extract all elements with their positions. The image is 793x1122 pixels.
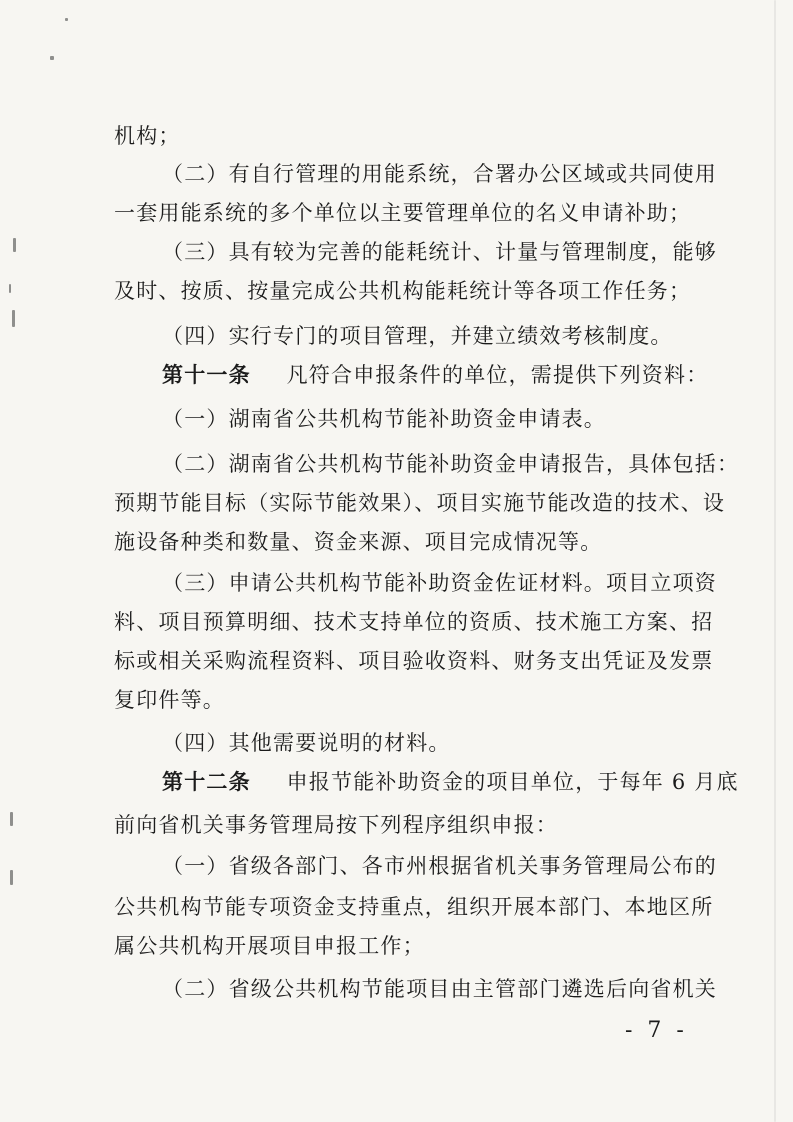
paragraph-line: 及时、按质、按量完成公共机构能耗统计等各项工作任务； — [114, 279, 692, 303]
paragraph-line: 预期节能目标（实际节能效果）、项目实施节能改造的技术、设 — [114, 491, 726, 515]
paragraph-line: 前向省机关事务管理局按下列程序组织申报： — [114, 813, 558, 837]
paragraph-line: 一套用能系统的多个单位以主要管理单位的名义申请补助； — [114, 201, 692, 225]
paragraph-line: （二）省级公共机构节能项目由主管部门遴选后向省机关 — [162, 977, 717, 1001]
paragraph-line: 属公共机构开展项目申报工作； — [114, 934, 425, 958]
scan-mark — [10, 812, 13, 826]
page-number: - 7 - — [625, 1018, 688, 1043]
article-11-text: 凡符合申报条件的单位，需提供下列资料： — [286, 363, 709, 387]
article-11-line — [162, 359, 709, 391]
scan-mark — [50, 56, 54, 60]
paragraph-line: （三）具有较为完善的能耗统计、计量与管理制度，能够 — [162, 240, 717, 264]
paragraph-line: 料、项目预算明细、技术支持单位的资质、技术施工方案、招 — [114, 610, 714, 634]
paragraph-line: （四）其他需要说明的材料。 — [162, 731, 451, 755]
paragraph-line: 复印件等。 — [114, 688, 225, 712]
paragraph-line: （二）有自行管理的用能系统，合署办公区域或共同使用 — [162, 162, 717, 186]
paragraph-line: （三）申请公共机构节能补助资金佐证材料。项目立项资 — [162, 571, 717, 595]
article-12-line — [162, 766, 739, 798]
scan-mark — [13, 238, 16, 252]
scan-mark — [9, 284, 11, 293]
paragraph-line: 公共机构节能专项资金支持重点，组织开展本部门、本地区所 — [114, 895, 714, 919]
article-11-title: 第十一条 — [162, 362, 251, 387]
paragraph-line: （四）实行专门的项目管理，并建立绩效考核制度。 — [162, 324, 673, 348]
paragraph-line: 机构； — [114, 124, 181, 148]
article-12-text: 申报节能补助资金的项目单位，于每年 6 月底 — [286, 770, 739, 794]
paragraph-line: 标或相关采购流程资料、项目验收资料、财务支出凭证及发票 — [114, 649, 714, 673]
scan-mark — [10, 870, 13, 885]
scan-edge-shadow — [774, 0, 776, 1122]
scan-mark — [12, 310, 15, 327]
paragraph-line: （一）湖南省公共机构节能补助资金申请表。 — [162, 407, 606, 431]
scan-mark — [65, 18, 68, 21]
article-12-title: 第十二条 — [162, 769, 251, 794]
paragraph-line: （一）省级各部门、各市州根据省机关事务管理局公布的 — [162, 854, 717, 878]
paragraph-line: （二）湖南省公共机构节能补助资金申请报告，具体包括： — [162, 452, 740, 476]
paragraph-line: 施设备种类和数量、资金来源、项目完成情况等。 — [114, 530, 603, 554]
